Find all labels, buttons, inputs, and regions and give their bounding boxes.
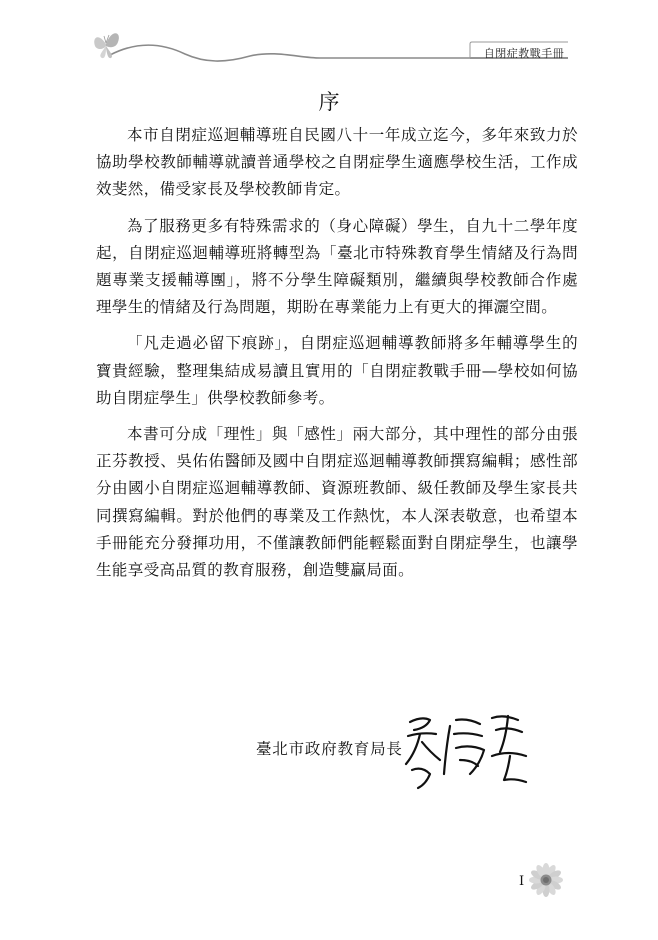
paragraph: 本書可分成「理性」與「感性」兩大部分，其中理性的部分由張正芬教授、吳佑佑醫師及國中自閉症巡迴輔導教師撰寫編輯；感性部分由國小自閉症巡迴輔導教師、資源班教師、級任教師及學生家長共同撰寫編輯。對於他們的專業及工作熱忱，本人深表敬意，也希望本手冊能充分發揮功用，不僅讓教師們能輕鬆面對自閉症學生，也讓學生能享受高品質的教育服務，創造雙贏局面。: [96, 425, 578, 580]
paragraph: 為了服務更多有特殊需求的（身心障礙）學生，自九十二學年度起，自閉症巡迴輔導班將轉型為「臺北市特殊教育學生情緒及行為問題專業支援輔導團」，將不分學生障礙類別，繼續與學校教師合作處理學生的情緒及行為問題，期盼在專業能力上有更大的揮灑空間。: [96, 216, 578, 317]
flower-icon: [528, 862, 564, 898]
page-number: I: [519, 874, 525, 889]
butterfly-icon: [94, 33, 119, 58]
book-title: 自閉症教戰手冊: [483, 47, 565, 60]
handwritten-signature: [400, 708, 530, 792]
paragraph: 本市自閉症巡迴輔導班自民國八十一年成立迄今，多年來致力於協助學校教師輔導就讀普通學校之自閉症學生適應學校生活，工作成效斐然，備受家長及學校教師肯定。: [96, 126, 578, 199]
document-heading: 序: [318, 90, 340, 114]
paragraph: 「凡走過必留下痕跡」，自閉症巡迴輔導教師將多年輔導學生的寶貴經驗，整理集結成易讀且實用的「自閉症教戰手冊—學校如何協助自閉症學生」供學校教師參考。: [96, 334, 578, 407]
signatory-title: 臺北市政府教育局長: [256, 740, 403, 758]
header-decoration: [0, 0, 658, 80]
wave-line-decoration: [110, 45, 470, 61]
document-body: [96, 122, 578, 593]
